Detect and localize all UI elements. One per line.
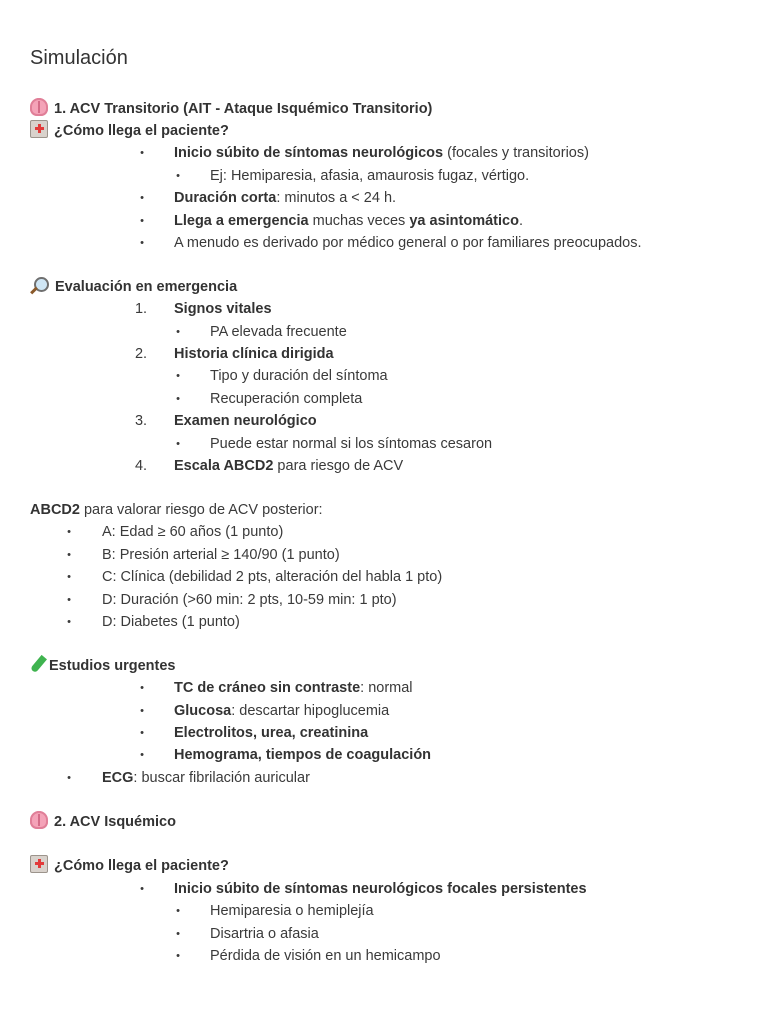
bold-text: Duración corta bbox=[174, 190, 277, 206]
line-text bbox=[210, 900, 374, 922]
bullet-icon: • bbox=[176, 438, 180, 450]
line-text bbox=[174, 298, 272, 320]
plain-text: Recuperación completa bbox=[210, 391, 363, 407]
line-text bbox=[174, 410, 317, 432]
hospital-icon bbox=[30, 120, 48, 138]
plain-text: . bbox=[518, 213, 523, 229]
bullet-icon: • bbox=[140, 192, 144, 204]
bold-text: Signos vitales bbox=[174, 301, 272, 317]
line-text bbox=[30, 120, 229, 142]
line-text bbox=[174, 210, 523, 232]
list-item bbox=[0, 722, 768, 744]
list-item bbox=[0, 365, 768, 387]
line-text bbox=[174, 232, 642, 254]
bold-text: 1. ACV Transitorio (AIT - Ataque Isquémico Transitorio) bbox=[54, 101, 433, 117]
plain-text: D: Duración (>60 min: 2 pts, 10-59 min: 1 pto) bbox=[102, 592, 397, 608]
line-text bbox=[174, 187, 396, 209]
list-item bbox=[0, 589, 768, 611]
line-text bbox=[102, 589, 397, 611]
hospital-icon bbox=[30, 855, 48, 873]
list-number: 4. bbox=[134, 458, 148, 474]
line-text bbox=[174, 455, 403, 477]
line-text bbox=[102, 611, 240, 633]
bold-text: TC de cráneo sin contraste bbox=[174, 680, 361, 696]
bullet-icon: • bbox=[176, 393, 180, 405]
bullet-icon: • bbox=[67, 616, 71, 628]
bullet-icon: • bbox=[140, 237, 144, 249]
plain-text: A: Edad ≥ 60 años (1 punto) bbox=[102, 524, 284, 540]
list-item bbox=[0, 142, 768, 164]
section-heading bbox=[0, 811, 768, 833]
bold-text: ABCD2 bbox=[30, 502, 80, 518]
bullet-icon: • bbox=[67, 571, 71, 583]
plain-text: para riesgo de ACV bbox=[273, 458, 404, 474]
list-item bbox=[0, 321, 768, 343]
bullet-icon: • bbox=[140, 705, 144, 717]
bullet-icon: • bbox=[176, 370, 180, 382]
bold-text: Estudios urgentes bbox=[49, 658, 176, 674]
magnifier-icon bbox=[34, 277, 49, 292]
line-text bbox=[210, 433, 492, 455]
bullet-icon: • bbox=[140, 682, 144, 694]
list-item bbox=[0, 165, 768, 187]
bullet-icon: • bbox=[176, 950, 180, 962]
bullet-icon: • bbox=[176, 170, 180, 182]
plain-text: Pérdida de visión en un hemicampo bbox=[210, 948, 441, 964]
plain-text: Ej: Hemiparesia, afasia, amaurosis fugaz, vértigo. bbox=[210, 168, 530, 184]
plain-text: : buscar fibrilación auricular bbox=[133, 770, 310, 786]
list-item bbox=[0, 187, 768, 209]
plain-text: Puede estar normal si los síntomas cesaron bbox=[210, 436, 493, 452]
line-text bbox=[30, 276, 237, 298]
line-text bbox=[210, 165, 529, 187]
bold-text: Electrolitos, urea, creatinina bbox=[174, 725, 369, 741]
line-text bbox=[174, 878, 587, 900]
bold-text: Inicio súbito de síntomas neurológicos bbox=[174, 145, 444, 161]
list-number: 1. bbox=[134, 301, 148, 317]
bold-text: ya asintomático bbox=[409, 213, 519, 229]
line-text bbox=[30, 855, 229, 877]
list-item bbox=[0, 210, 768, 232]
list-item bbox=[0, 455, 768, 477]
line-text bbox=[210, 321, 347, 343]
list-item bbox=[0, 232, 768, 254]
bullet-icon: • bbox=[67, 594, 71, 606]
list-item bbox=[0, 521, 768, 543]
bold-text: Glucosa bbox=[174, 703, 232, 719]
test-tube-icon bbox=[30, 655, 47, 673]
plain-text: D: Diabetes (1 punto) bbox=[102, 614, 240, 630]
bullet-icon: • bbox=[140, 727, 144, 739]
bullet-icon: • bbox=[176, 928, 180, 940]
brain-icon bbox=[30, 811, 48, 829]
list-item bbox=[0, 499, 768, 521]
plain-text: : normal bbox=[360, 680, 413, 696]
list-item bbox=[0, 544, 768, 566]
list-item bbox=[0, 767, 768, 789]
list-item bbox=[0, 744, 768, 766]
line-text bbox=[102, 767, 310, 789]
line-text bbox=[174, 343, 334, 365]
bullet-icon: • bbox=[176, 326, 180, 338]
bold-text: ¿Cómo llega el paciente? bbox=[54, 858, 229, 874]
bold-text: ¿Cómo llega el paciente? bbox=[54, 123, 229, 139]
line-text bbox=[210, 923, 319, 945]
section-heading bbox=[0, 855, 768, 877]
bold-text: ECG bbox=[102, 770, 134, 786]
list-number: 3. bbox=[134, 413, 148, 429]
line-text bbox=[30, 499, 323, 521]
plain-text: : descartar hipoglucemia bbox=[231, 703, 390, 719]
line-text bbox=[174, 722, 368, 744]
bullet-icon: • bbox=[140, 147, 144, 159]
bold-text: Examen neurológico bbox=[174, 413, 317, 429]
line-text bbox=[210, 945, 441, 967]
list-item bbox=[0, 343, 768, 365]
line-text bbox=[30, 655, 176, 677]
plain-text: muchas veces bbox=[308, 213, 410, 229]
list-item bbox=[0, 677, 768, 699]
list-item bbox=[0, 433, 768, 455]
line-text bbox=[102, 521, 283, 543]
list-item bbox=[0, 388, 768, 410]
line-text bbox=[102, 544, 340, 566]
bold-text: Historia clínica dirigida bbox=[174, 346, 334, 362]
bullet-icon: • bbox=[176, 905, 180, 917]
line-text bbox=[30, 98, 432, 120]
line-text bbox=[30, 811, 176, 833]
list-item bbox=[0, 298, 768, 320]
plain-text: Tipo y duración del síntoma bbox=[210, 368, 388, 384]
bold-text: Evaluación en emergencia bbox=[55, 279, 238, 295]
page-title: Simulación bbox=[30, 47, 128, 69]
list-item bbox=[0, 945, 768, 967]
list-number: 2. bbox=[134, 346, 148, 362]
list-item bbox=[0, 611, 768, 633]
section-heading bbox=[0, 120, 768, 142]
plain-text: Disartria o afasia bbox=[210, 926, 319, 942]
bold-text: Escala ABCD2 bbox=[174, 458, 274, 474]
plain-text: C: Clínica (debilidad 2 pts, alteración del habla 1 pto) bbox=[102, 569, 443, 585]
list-item bbox=[0, 923, 768, 945]
list-item bbox=[0, 900, 768, 922]
line-text bbox=[174, 744, 431, 766]
list-item bbox=[0, 410, 768, 432]
list-item bbox=[0, 700, 768, 722]
line-text bbox=[210, 365, 388, 387]
line-text bbox=[102, 566, 442, 588]
line-text bbox=[210, 388, 362, 410]
plain-text: para valorar riesgo de ACV posterior: bbox=[79, 502, 323, 518]
bold-text: Llega a emergencia bbox=[174, 213, 309, 229]
brain-icon bbox=[30, 98, 48, 116]
section-heading bbox=[0, 276, 768, 298]
bullet-icon: • bbox=[140, 749, 144, 761]
plain-text: Hemiparesia o hemiplejía bbox=[210, 903, 374, 919]
section-heading bbox=[0, 655, 768, 677]
plain-text: PA elevada frecuente bbox=[210, 324, 347, 340]
plain-text: B: Presión arterial ≥ 140/90 (1 punto) bbox=[102, 547, 340, 563]
bullet-icon: • bbox=[67, 526, 71, 538]
plain-text: (focales y transitorios) bbox=[443, 145, 589, 161]
plain-text: A menudo es derivado por médico general o por familiares preocupados. bbox=[174, 235, 642, 251]
line-text bbox=[174, 677, 413, 699]
line-text bbox=[174, 700, 389, 722]
bullet-icon: • bbox=[67, 772, 71, 784]
plain-text: : minutos a < 24 h. bbox=[276, 190, 397, 206]
list-item bbox=[0, 878, 768, 900]
bullet-icon: • bbox=[140, 215, 144, 227]
bold-text: 2. ACV Isquémico bbox=[54, 814, 176, 830]
list-item bbox=[0, 566, 768, 588]
bold-text: Hemograma, tiempos de coagulación bbox=[174, 747, 432, 763]
bullet-icon: • bbox=[140, 883, 144, 895]
line-text bbox=[174, 142, 589, 164]
section-heading bbox=[0, 98, 768, 120]
bold-text: Inicio súbito de síntomas neurológicos focales persistentes bbox=[174, 881, 587, 897]
bullet-icon: • bbox=[67, 549, 71, 561]
